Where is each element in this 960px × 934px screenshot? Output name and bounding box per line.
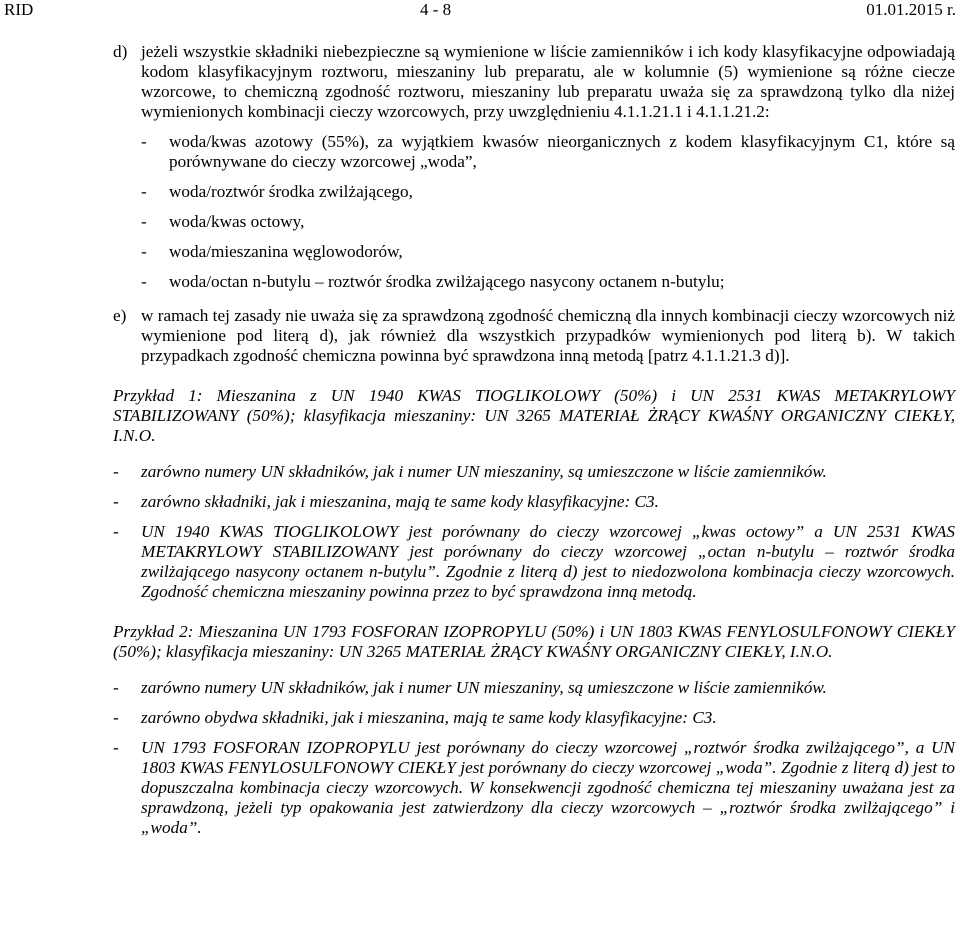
item-e [113, 306, 955, 366]
dash-marker: - [141, 132, 147, 151]
list-item [141, 212, 955, 232]
dash-marker: - [113, 492, 119, 511]
example-1-bullet [113, 462, 955, 482]
list-item [141, 242, 955, 262]
list-item-text: woda/mieszanina węglowodorów, [169, 242, 403, 261]
dash-marker: - [141, 212, 147, 231]
list-item [141, 272, 955, 292]
dash-marker: - [113, 738, 119, 757]
dash-marker: - [141, 182, 147, 201]
bullet-text: UN 1793 FOSFORAN IZOPROPYLU jest porównany do cieczy wzorcowej „roztwór środka zwilżającego”, a UN 1803 KWAS FENYLOSULFONOWY CIEKŁY jest porównany do cieczy wzorcowej „woda”. Zgodnie z literą d) jest to dopuszczalna kombinacja cieczy wzorcowych. W konsekwencji zgodność chemiczna tej mieszaniny uważana jest za sprawdzoną, jeżeli typ opakowania jest zatwierdzony dla cieczy wzorcowych – „roztwór środka zwilżającego” i „woda”. [141, 738, 955, 837]
example-2-heading: Przykład 2: Mieszanina UN 1793 FOSFORAN IZOPROPYLU (50%) i UN 1803 KWAS FENYLOSULFONOWY CIEKŁY (50%); klasyfikacja mieszaniny: UN 3265 MATERIAŁ ŻRĄCY KWAŚNY ORGANICZNY CIEKŁY, I.N.O. [113, 622, 955, 661]
dash-marker: - [141, 242, 147, 261]
bullet-text: zarówno numery UN składników, jak i numer UN mieszaniny, są umieszczone w liście zamienników. [141, 678, 827, 697]
bullet-text: zarówno składniki, jak i mieszanina, mają te same kody klasyfikacyjne: C3. [141, 492, 659, 511]
dash-marker: - [113, 678, 119, 697]
document-body [113, 42, 955, 838]
list-item-text: woda/kwas octowy, [169, 212, 305, 231]
dash-marker: - [141, 272, 147, 291]
bullet-text: zarówno obydwa składniki, jak i mieszanina, mają te same kody klasyfikacyjne: C3. [141, 708, 717, 727]
item-d-text: jeżeli wszystkie składniki niebezpieczne są wymienione w liście zamienników i ich kody klasyfikacyjne odpowiadają kodom klasyfikacyjnym roztworu, mieszaniny lub preparatu, ale w kolumnie (5) wymienione są różne ciecze wzorcowe, to chemiczną zgodność roztworu, mieszaniny lub preparatu uważa się za sprawdzoną tylko dla niżej wymienionych kombinacji cieczy wzorcowych, przy uwzględnieniu 4.1.1.21.1 i 4.1.1.21.2: [141, 42, 955, 121]
header-date: 01.01.2015 r. [866, 0, 956, 19]
item-e-text: w ramach tej zasady nie uważa się za sprawdzoną zgodność chemiczną dla innych kombinacji cieczy wzorcowych niż wymienione pod literą d), jak również dla wszystkich przypadków wymienionych pod literą b). W takich przypadkach zgodność chemiczna powinna być sprawdzona inną metodą [patrz 4.1.1.21.3 d)]. [141, 306, 955, 365]
item-e-label: e) [113, 306, 127, 325]
item-d-label: d) [113, 42, 128, 61]
list-item [141, 132, 955, 172]
bullet-text: UN 1940 KWAS TIOGLIKOLOWY jest porównany do cieczy wzorcowej „kwas octowy” a UN 2531 KWAS METAKRYLOWY STABILIZOWANY jest porównany do cieczy wzorcowej „octan n-butylu – roztwór środka zwilżającego nasycony octanem n-butylu”. Zgodnie z literą d) jest to niedozwolona kombinacja cieczy wzorcowych. Zgodność chemiczna mieszaniny powinna przez to być sprawdzona inną metodą. [141, 522, 955, 601]
example-1-bullet [113, 492, 955, 512]
header-regulation-name: RID [4, 0, 34, 19]
list-item-text: woda/octan n-butylu – roztwór środka zwilżającego nasycony octanem n-butylu; [169, 272, 725, 291]
bullet-text: zarówno numery UN składników, jak i numer UN mieszaniny, są umieszczone w liście zamienników. [141, 462, 827, 481]
example-2-bullet [113, 738, 955, 838]
example-1-heading: Przykład 1: Mieszanina z UN 1940 KWAS TIOGLIKOLOWY (50%) i UN 2531 KWAS METAKRYLOWY STABILIZOWANY (50%); klasyfikacja mieszaniny: UN 3265 MATERIAŁ ŻRĄCY KWAŚNY ORGANICZNY CIEKŁY, I.N.O. [113, 386, 955, 445]
dash-marker: - [113, 522, 119, 541]
list-item-text: woda/kwas azotowy (55%), za wyjątkiem kwasów nieorganicznych z kodem klasyfikacyjnym C1, które są porównywane do cieczy wzorcowej „woda”, [169, 132, 955, 171]
item-d [113, 42, 955, 292]
example-2-bullet [113, 708, 955, 728]
list-item-text: woda/roztwór środka zwilżającego, [169, 182, 413, 201]
page-header [0, 0, 960, 22]
example-2-bullet [113, 678, 955, 698]
list-item [141, 182, 955, 202]
dash-marker: - [113, 708, 119, 727]
dash-marker: - [113, 462, 119, 481]
example-1-bullet [113, 522, 955, 602]
header-page-number: 4 - 8 [420, 0, 452, 19]
